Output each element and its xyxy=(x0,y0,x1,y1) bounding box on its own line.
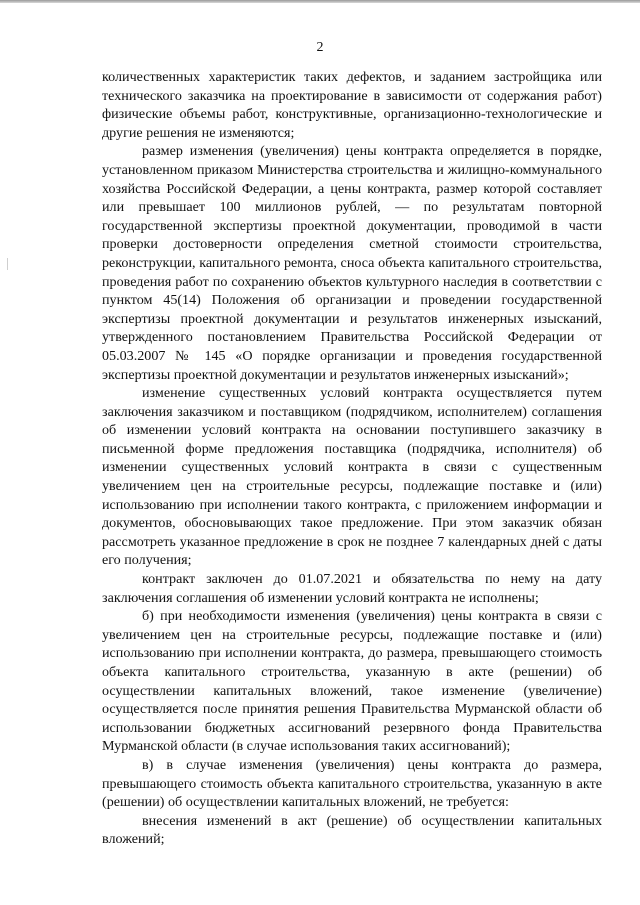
page-number: 2 xyxy=(316,40,324,55)
paragraph-item-b: б) при необходимости изменения (увеличения) цены контракта в связи с увеличением цен на строительные ресурсы, подлежащие поставке и (или) использованию при исполнении контракта, до размера, превышающего стоимость объекта капитального строительства, указанную в акте (решении) об осуществлении капитальных вложений, такое изменение (увеличение) осуществляется после принятия решения Правительства Мурманской области об использовании бюджетных ассигнований резервного фонда Правительства Мурманской области (в случае использования таких ассигнований); xyxy=(102,608,602,755)
paragraph-contract-date: контракт заключен до 01.07.2021 и обязательства по нему на дату заключения соглашения об изменении условий контракта не исполнены; xyxy=(102,571,602,606)
paragraph-price-change-size: размер изменения (увеличения) цены контракта определяется в порядке, установленном приказом Министерства строительства и жилищно-коммунального хозяйства Российской Федерации, а цены контракта, размер которой составляет или превышает 100 миллионов рублей, — по результатам повторной государственной экспертизы проектной документации, проводимой в части проверки достоверности определения сметной стоимости строительства, реконструкции, капитального ремонта, сноса объекта капитального строительства, проведения работ по сохранению объектов культурного наследия в соответствии с пунктом 45(14) Положения об организации и проведении государственной экспертизы проектной документации и результатов инженерных изысканий, утвержденного постановлением Правительства Российской Федерации от 05.03.2007 № 145 «О порядке организации и проведения государственной экспертизы проектной документации и результатов инженерных изысканий»; xyxy=(102,143,602,383)
paragraph-contract-terms-change: изменение существенных условий контракта осуществляется путем заключения заказчиком и поставщиком (подрядчиком, исполнителем) соглашения об изменении условий контракта на основании поступившего заказчику в письменной форме предложения поставщика (подрядчика, исполнителя) об изменении существенных условий контракта в связи с существенным увеличением цен на строительные ресурсы, подлежащие поставке и (или) использованию при исполнении такого контракта, с приложением информации и документов, обосновывающих такое предложение. При этом заказчик обязан рассмотреть указанное предложение в срок не позднее 7 календарных дней с даты его получения; xyxy=(102,385,602,569)
paragraph-act-changes: внесения изменений в акт (решение) об осуществлении капитальных вложений; xyxy=(102,812,602,848)
scan-margin-mark xyxy=(7,258,8,270)
paragraph-item-v: в) в случае изменения (увеличения) цены контракта до размера, превышающего стоимость объекта капитального строительства, указанную в акте (решении) об осуществлении капитальных вложений, не требуется: xyxy=(102,756,602,811)
scan-top-edge xyxy=(0,0,640,3)
document-body xyxy=(102,68,602,849)
paragraph-continuation: количественных характеристик таких дефектов, и заданием застройщика или технического заказчика на проектирование в зависимости от содержания работ) физические объемы работ, конструктивные, организационно-технологические и другие решения не изменяются; xyxy=(102,69,602,141)
